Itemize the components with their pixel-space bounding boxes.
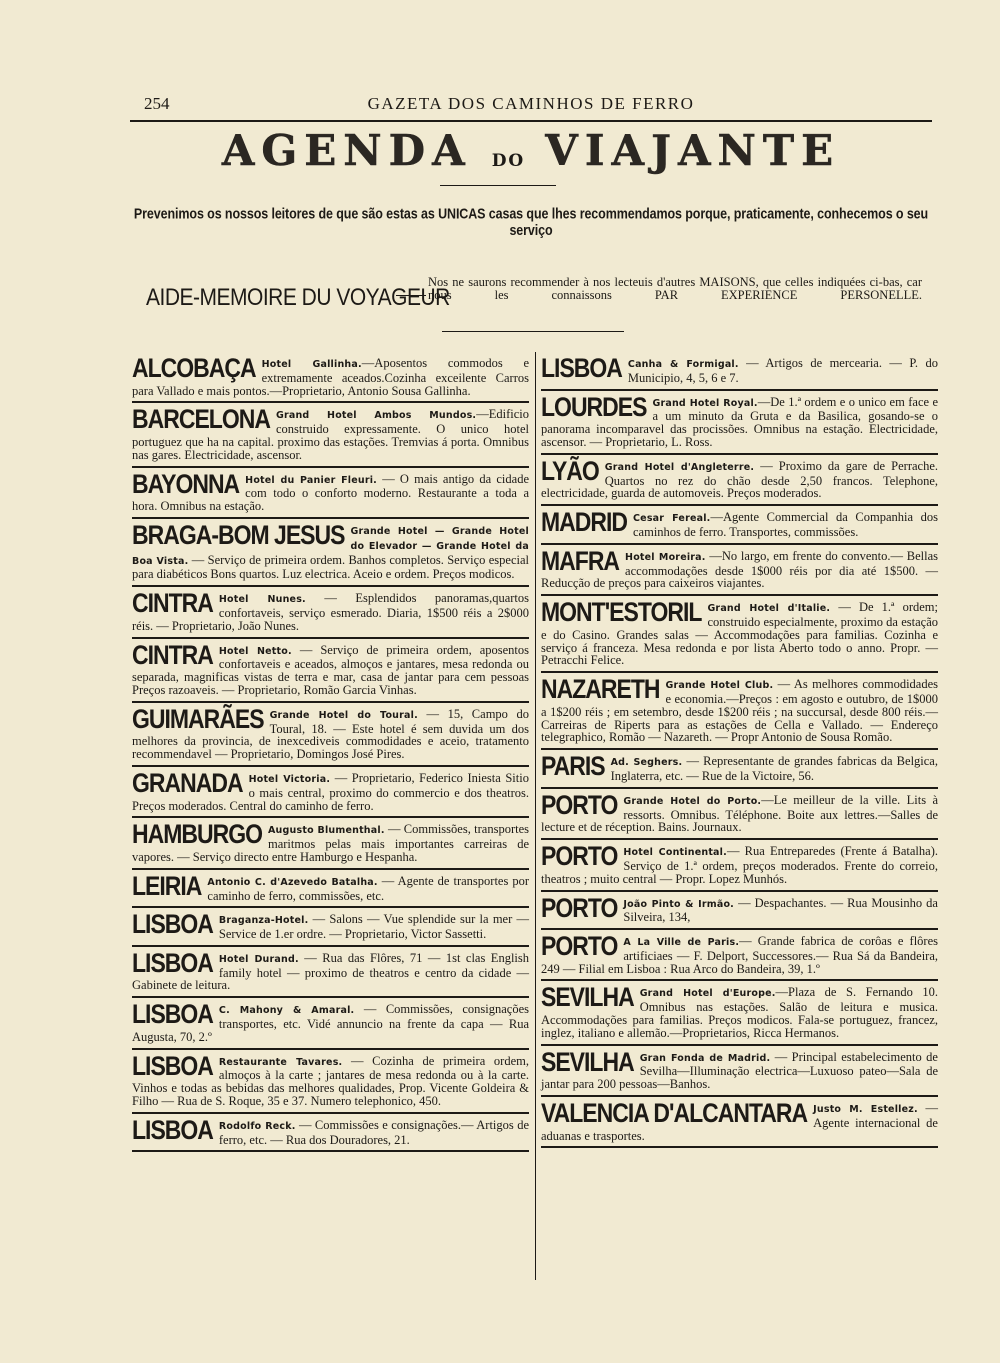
entry-place: LOURDES	[541, 391, 647, 422]
entry-description: — Salons — Vue splendide sur la mer — Service de 1.er ordre. — Proprietario, Victor Sassetti.	[218, 912, 529, 942]
entry-firm: Braganza-Hotel.	[218, 915, 309, 927]
entry-firm: Grand Hotel Ambos Mundos.	[275, 410, 477, 422]
aide-text: Nos ne saurons recommender à nos lecteuis d'autres MAISONS, que celles indiquées ci-bas, car nous les connaissons PAR EXPERIENCE PERSONELLE.	[428, 275, 922, 302]
directory-entry	[541, 1097, 938, 1148]
entry-firm: Rodolfo Reck.	[218, 1120, 296, 1132]
entry-firm: Grand Hotel d'Europe.	[639, 988, 776, 1000]
entry-firm: Hotel Nunes.	[218, 594, 306, 606]
column-divider	[535, 352, 536, 1280]
directory-entry	[132, 587, 529, 638]
directory-entry	[541, 455, 938, 506]
directory-entry	[132, 947, 529, 998]
entry-firm: Grande Hotel — Grande Hotel do Elevador — Grande Hotel da Boa Vista.	[132, 525, 529, 567]
entry-description: — Commissões, consignações transportes, etc. Vidé annuncio na frente da capa — Rua Augusta, 70, 2.º	[132, 1002, 529, 1044]
entry-firm: Canha & Formigal.	[627, 359, 739, 370]
entry-description: —De 1.ª ordem e o unico em face e a um minuto da Gruta e da Basilica, gosando-se o panorama incomparavel das procissões. Omnibus na estação. Electricidade, ascensor. — Proprietario, L. Ross.	[541, 394, 938, 449]
entry-description: —Edificio construido expressamente. O unico hotel portuguez que ha na capital. proximo das estações. Tremvias á porta. Omnibus nas gares. Electricidade, ascensor.	[132, 407, 529, 462]
entry-firm: Grande Hotel Club.	[665, 680, 774, 692]
entry-place: LISBOA	[132, 999, 213, 1030]
entry-description: — Proprietario, Federico Iniesta Sitio o mais central, proximo do commercio e dos theatros. Preços moderados. Central do caminho de ferro.	[132, 770, 529, 813]
entry-place: LYÃO	[541, 455, 599, 486]
entry-place: LISBOA	[132, 909, 213, 940]
entry-description: — 15, Campo do Toural, 18. — Este hotel é sem duvida um dos melhores da provincia, de inexcediveis commodidades e aceio, tratamento recommendavel — Proprietario, Domingos José Pires.	[132, 706, 530, 762]
divider-rule	[440, 185, 556, 186]
entry-firm: Hotel Continental.	[623, 847, 727, 859]
entry-firm: Gran Fonda de Madrid.	[639, 1052, 771, 1064]
right-column	[541, 352, 938, 1148]
header-rule	[130, 120, 932, 122]
entry-place: ALCOBAÇA	[132, 352, 256, 383]
entry-place: SEVILHA	[541, 1046, 634, 1077]
entry-place: HAMBURGO	[132, 819, 262, 850]
entry-place: GRANADA	[132, 767, 243, 798]
entry-place: MADRID	[541, 507, 627, 537]
entry-place: LISBOA	[132, 1114, 213, 1145]
notice-text: Prevenimos os nossos leitores de que são estas as UNICAS casas que lhes recommendamos porque, praticamente, conhecemos o seu serviço	[133, 205, 929, 239]
entry-description: — Agente internacional de aduanas e trasportes.	[541, 1101, 938, 1143]
entry-firm: Grand Hotel Royal.	[652, 397, 758, 409]
directory-entry	[541, 750, 938, 789]
entry-description: — Principal estabelecimento de Sevilha—Illuminação electrica—Luxuoso pateo—Sala de jantar para 200 pessoas—Banhos.	[541, 1049, 938, 1092]
entry-description: — Cozinha de primeira ordem, almoços à la carte ; jantares de mesa redonda ou à la carte. Vinhos e todas as bebidas das melhores qualidades, Prop. Vicente Goldeira & Filho — Rua de S. Roque, 35 e 37. Numero telephonico, 450.	[132, 1053, 529, 1109]
directory-entry	[541, 506, 938, 545]
entry-firm: Hotel du Panier Fleuri.	[245, 474, 377, 486]
entry-description: — Grande fabrica de corôas e flôres artificiaes — F. Delport, Successores.— Rua Sá da Bandeira, 249 — Filial em Lisboa : Rua Arco do Bandeira, 39, 1.º	[541, 934, 938, 976]
entry-description: — Despachantes. — Rua Mousinho da Silveira, 134,	[623, 895, 938, 925]
entry-description: — De 1.ª ordem; construido especialmente, proximo da estação e do Casino. Grandes salas — Accommodações para familias. Cozinha e serviço á franceza. Mesa redonda e por lista Aberto todo o anno. Propr. — Petracchi Felice.	[541, 600, 938, 668]
entry-description: — As melhores commodidades e economia.—Preços : em agosto e outubro, de 1$000 a 1$200 réis ; em setembro, desde 1$200 réis ; na succursal, desde 800 réis.—Carreiras de Riperts para as estações de Cella e Vallado. — Endereço telegraphico, Romão — Nazareth. — Propr Antonio de Sousa Romão.	[541, 677, 939, 745]
entry-firm: A La Ville de Paris.	[623, 937, 740, 949]
entry-place: PORTO	[541, 789, 618, 820]
entry-description: — Rua Entreparedes (Frente á Batalha). Serviço de 1.ª ordem, preços moderados. Frente do correio, theatros ; muito central — Propr. Lopez Munhós.	[541, 844, 938, 886]
directory-entry	[541, 892, 938, 931]
directory-entry	[132, 468, 529, 519]
entry-firm: Justo M. Estellez.	[813, 1104, 918, 1116]
aide-memoire	[146, 276, 936, 316]
section-title	[130, 126, 932, 174]
directory-entry	[132, 703, 529, 767]
aide-dash	[396, 295, 426, 296]
entry-place: PORTO	[541, 892, 618, 923]
entry-place: BAYONNA	[132, 468, 240, 499]
entry-firm: Grande Hotel do Toural.	[269, 709, 418, 721]
entry-place: MAFRA	[541, 545, 620, 576]
directory-entry	[132, 1114, 529, 1153]
entry-description: — O mais antigo da cidade com todo o conforto moderno. Restaurante a toda a hora. Omnibus na estação.	[132, 471, 529, 514]
entry-description: —Agente Commercial da Companhia dos caminhos de ferro. Transportes, commissões.	[633, 510, 938, 539]
entry-firm: Restaurante Tavares.	[218, 1056, 343, 1068]
directory-entry	[132, 998, 529, 1049]
directory-entry	[132, 908, 529, 947]
entry-place: SEVILHA	[541, 982, 634, 1013]
entry-description: — Serviço de primeira ordem, aposentos confortaveis e aceados, almoços e jantares, mesa redonda ou separada, magnificas vistas de terra e mar, casa de jantar para cem pessoas Preços razoaveis. — Proprietario, Romão Garcia Vinhas.	[132, 642, 529, 697]
directory-entry	[541, 545, 938, 596]
entry-firm: Grande Hotel do Porto.	[623, 795, 762, 807]
entry-place: CINTRA	[132, 588, 213, 618]
aide-title: AIDE-MEMOIRE DU VOYAGEUR	[146, 284, 450, 311]
entry-place: PORTO	[541, 930, 618, 961]
entry-description: — Commissões, transportes maritmos pelas mais importantes carreiras de vapores. — Serviço directo entre Hamburgo e Hespanha.	[132, 822, 529, 864]
entry-place: PORTO	[541, 840, 618, 871]
entry-firm: Hotel Moreira.	[625, 551, 706, 563]
entry-description: — Artigos de mercearia. — P. do Municipio, 4, 5, 6 e 7.	[627, 356, 939, 385]
directory-entry	[132, 818, 529, 869]
entry-place: VALENCIA D'ALCANTARA	[541, 1097, 808, 1128]
entry-firm: C. Mahony & Amaral.	[218, 1005, 355, 1017]
entry-description: — Esplendidos panoramas,quartos confortaveis, serviço esmerado. Diaria, 1$500 réis a 2$000 réis. — Proprietario, João Nunes.	[132, 591, 529, 633]
entry-description: —No largo, em frente do convento.— Bellas accommodações desde 1$000 réis por dia até 1$500. — Reducção de preços para caixeiros viajantes.	[541, 548, 938, 591]
directory-entry	[541, 391, 938, 455]
directory-entry	[132, 519, 529, 587]
entry-place: LISBOA	[541, 352, 622, 383]
entry-firm: João Pinto & Irmão.	[623, 898, 734, 910]
entry-firm: Grand Hotel d'Angleterre.	[604, 461, 755, 473]
directory-entry	[132, 870, 529, 909]
entry-firm: Hotel Durand.	[218, 953, 299, 965]
entry-place: NAZARETH	[541, 673, 660, 704]
entry-firm: Grand Hotel d'Italie.	[707, 603, 831, 615]
entry-place: CINTRA	[132, 639, 213, 670]
entry-firm: Cesar Fereal.	[633, 513, 711, 525]
directory-entry	[541, 1046, 938, 1097]
entry-place: BARCELONA	[132, 404, 270, 435]
entry-place: GUIMARÃES	[132, 703, 264, 734]
left-column	[132, 352, 529, 1152]
entry-description: — Commissões e consignações.— Artigos de ferro, etc. — Rua dos Douradores, 21.	[218, 1117, 530, 1147]
entry-description: —Le meilleur de la ville. Lits à ressorts. Omnibus. Téléphone. Boite aux lettres.—Salles de lecture et de réception. Bains. Journaux.	[541, 792, 938, 835]
title-viajante: VIAJANTE	[545, 126, 841, 175]
divider-rule-2	[442, 331, 624, 332]
directory-entry	[541, 789, 938, 840]
entry-firm: Antonio C. d'Azevedo Batalha.	[207, 876, 378, 888]
entry-description: —Aposentos commodos e extremamente aceados.Cozinha exceilente Carros para Vallado e mais pontos.—Proprietario, Antonio Sousa Gallinha.	[132, 356, 529, 398]
entry-firm: Hotel Netto.	[218, 645, 292, 657]
entry-description: — Representante de grandes fabricas da Belgica, Inglaterra, etc. — Rue de la Victoire, 56.	[610, 754, 938, 783]
page-header	[130, 92, 932, 116]
directory-entry	[541, 981, 938, 1045]
page-number: 254	[144, 94, 170, 113]
entry-description: — Proximo da gare de Perrache. Quartos no rez do chão desde 2,50 francos. Telephone, electricidade, guarda de automoveis. Preços moderados.	[541, 458, 938, 501]
directory-entry	[132, 352, 529, 403]
entry-description: —Plaza de S. Fernando 10. Omnibus nas estações. Salão de leitura e musica. Accommodações para familias. Preços modicos. Fala-se portuguez, francez, inglez, italiano e allemão.—Proprietarios, Ricca Hermanos.	[541, 985, 939, 1040]
directory-entry	[541, 352, 938, 391]
directory-entry	[132, 403, 529, 467]
directory-entry	[541, 673, 938, 750]
entry-place: MONT'ESTORIL	[541, 597, 702, 627]
directory-entry	[541, 596, 938, 673]
directory-entry	[541, 840, 938, 891]
entry-firm: Hotel Victoria.	[248, 773, 331, 785]
directory-entry	[132, 767, 529, 818]
entry-description: — Rua das Flôres, 71 — 1st clas English family hotel — proximo de theatros e centro da cidade — Gabinete de leitura.	[132, 950, 530, 993]
directory-entry	[132, 1050, 529, 1114]
title-agenda: AGENDA	[221, 126, 472, 175]
directory-entry	[132, 639, 529, 703]
entry-place: BRAGA-BOM JESUS	[132, 519, 345, 550]
directory-entry	[541, 930, 938, 981]
entry-description: — Agente de transportes por caminho de ferro, commissões, etc.	[207, 873, 530, 903]
entry-firm: Hotel Gallinha.	[261, 359, 362, 370]
entry-firm: Augusto Blumenthal.	[268, 825, 385, 837]
entry-place: LISBOA	[132, 947, 213, 978]
entry-description: — Serviço de primeira ordem. Banhos completos. Serviço especial para diabéticos Bons quartos. Luz electrica. Aceio e ordem. Preços modicos.	[132, 552, 529, 582]
title-do: DO	[491, 151, 526, 172]
journal-title: GAZETA DOS CAMINHOS DE FERRO	[367, 94, 695, 113]
entry-place: LEIRIA	[132, 870, 202, 901]
entry-place: PARIS	[541, 750, 605, 781]
entry-firm: Ad. Seghers.	[610, 757, 683, 769]
entry-place: LISBOA	[132, 1050, 213, 1081]
